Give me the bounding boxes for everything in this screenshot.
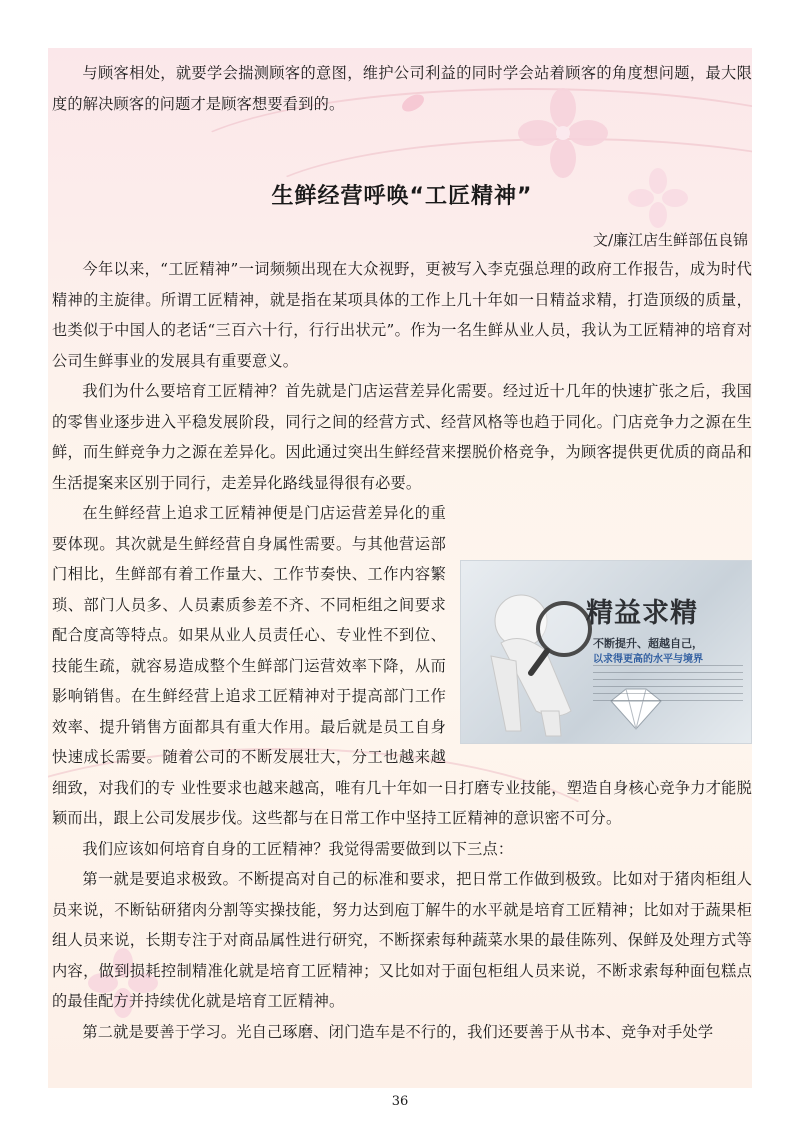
figure-heading: 精益求精 bbox=[586, 598, 698, 629]
article-paragraph: 我们应该如何培育自身的工匠精神？我觉得需要做到以下三点： bbox=[82, 839, 514, 858]
figure-fine-print bbox=[593, 665, 743, 705]
figure-caption-line: 以求得更高的水平与境界 bbox=[593, 654, 703, 665]
intro-paragraph: 与顾客相处，就要学会揣测顾客的意图，维护公司利益的同时学会站着顾客的角度想问题，最大限度的解决顾客的问题才是顾客想要看到的。 bbox=[52, 64, 752, 113]
article-paragraph: 在生鲜经营上追求工匠精神便是门店运营差异化的重要体现。其次就是生鲜经营自身属性需要。与其他营运部门相比，生鲜部有着工作量大、工作节奏快、工作内容繁琐、部门人员多、人员素质参差不齐、不同柜组之间要求配合度高等特点。如果从业人员责任心、专业性不到位、技能生疏，就容易造成整个生鲜部门运营效率下降，从而影响销售。在生鲜经营上追求工匠精神对于提高部门工作效率、提升销售方面都具有重大作用。最后就是员工自身快速成长需要。随着公司的不断发展壮大，分工也越来越细致，对我们的专 业性要求也越来越高，唯有几十年如一日打磨专业技能，塑造自身核心竞争力才能脱颖而出，跟上公司发展步伐。这些都与在日常工作中坚持工匠精神的意识密不可分。 bbox=[52, 504, 752, 827]
article-paragraph: 第一就是要追求极致。不断提高对自己的标准和要求，把日常工作做到极致。比如对于猪肉柜组人员来说，不断钻研猪肉分割等实操技能，努力达到庖丁解牛的水平就是培育工匠精神；比如对于蔬果柜组人员来说，长期专注于对商品属性进行研究，不断探索每种蔬菜水果的最佳陈列、保鲜及处理方式等内容，做到损耗控制精准化就是培育工匠精神；又比如对于面包柜组人员来说，不断求索每种面包糕点的最佳配方并持续优化就是培育工匠精神。 bbox=[52, 870, 752, 1010]
article-paragraph: 第二就是要善于学习。光自己琢磨、闭门造车是不行的，我们还要善于从书本、竞争对手处学 bbox=[82, 1022, 714, 1041]
page-number: 36 bbox=[391, 1094, 409, 1109]
figure-caption-line: 不断提升、超越自己， bbox=[593, 637, 703, 650]
article-paragraph: 今年以来，“工匠精神”一词频频出现在大众视野，更被写入李克强总理的政府工作报告，成为时代精神的主旋律。所谓工匠精神，就是指在某项具体的工作上几十年如一日精益求精，打造顶级的质量，也类似于中国人的老话“三百六十行，行行出状元”。作为一名生鲜从业人员，我认为工匠精神的培育对公司生鲜事业的发展具有重要意义。 bbox=[52, 260, 752, 370]
article-byline: 文/廉江店生鲜部伍良锦 bbox=[592, 231, 748, 249]
article-paragraph: 我们为什么要培育工匠精神？首先就是门店运营差异化需要。经过近十几年的快速扩张之后，我国的零售业逐步进入平稳发展阶段，同行之间的经营方式、经营风格等也趋于同化。门店竞争力之源在生鲜，而生鲜竞争力之源在差异化。因此通过突出生鲜经营来摆脱价格竞争，为顾客提供更优质的商品和生活提案来区别于同行，走差异化路线显得很有必要。 bbox=[52, 382, 752, 492]
illustration-image bbox=[460, 560, 752, 744]
article-title: 生鲜经营呼唤“工匠精神” bbox=[271, 184, 533, 209]
document-body bbox=[52, 58, 752, 1047]
